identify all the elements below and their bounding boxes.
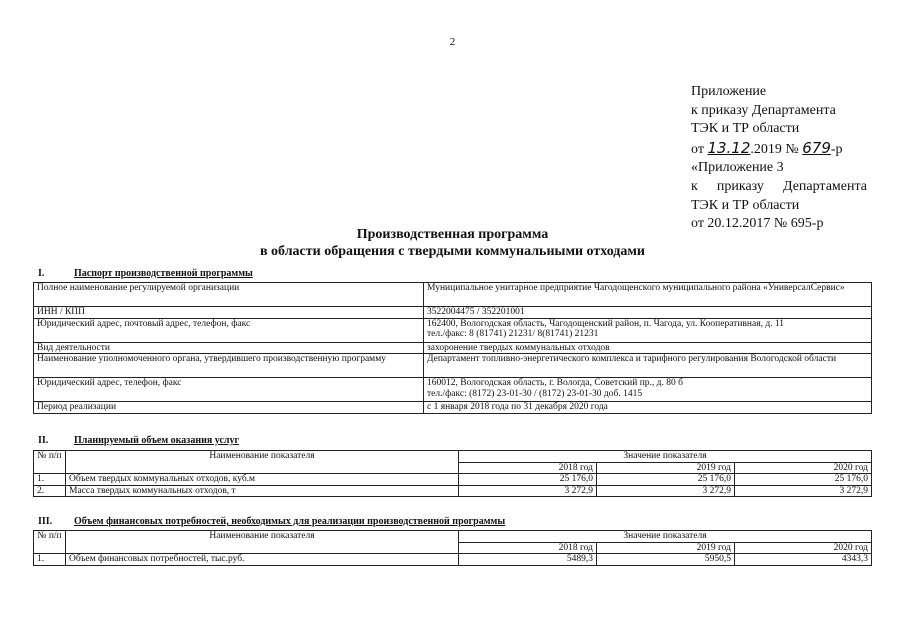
column-header-value: Значение показателя	[459, 531, 872, 543]
table-cell-label: Период реализации	[34, 402, 424, 414]
table-row	[34, 554, 872, 566]
title-line-1: Производственная программа	[356, 227, 549, 242]
table-header-row	[34, 531, 872, 543]
column-header-year: 2020 год	[735, 462, 872, 474]
order-suffix: -р	[830, 141, 843, 157]
appendix-line-6-word: Департамента	[782, 178, 867, 194]
appendix-line-4	[691, 139, 867, 160]
indicator-value: 3 272,9	[597, 485, 735, 497]
column-header-number: № п/п	[34, 531, 66, 554]
row-number: 2.	[34, 485, 66, 497]
indicator-name: Объем твердых коммунальных отходов, куб.м	[66, 474, 459, 486]
column-header-name: Наименование показателя	[66, 451, 459, 474]
table-header-row	[34, 451, 872, 463]
section-1-number: I.	[38, 268, 45, 279]
table-cell-value: с 1 января 2018 года по 31 декабря 2020 года	[424, 402, 872, 414]
column-header-number: № п/п	[34, 451, 66, 474]
row-number: 1.	[34, 554, 66, 566]
indicator-value: 3 272,9	[459, 485, 597, 497]
indicator-value: 4343,3	[735, 554, 872, 566]
row-number: 1.	[34, 474, 66, 486]
appendix-line-6-word: к	[691, 178, 698, 194]
indicator-value: 25 176,0	[459, 474, 597, 486]
services-volume-table	[33, 450, 872, 497]
table-row	[34, 318, 872, 342]
legal-address-line: 160012, Вологодская область, г. Вологда, Советский пр., д. 80 б	[427, 378, 683, 388]
indicator-value: 3 272,9	[735, 485, 872, 497]
financial-needs-table	[33, 530, 872, 566]
table-cell-value: Муниципальное унитарное предприятие Чагодощенского муниципального района «УниверсалСервис»	[424, 283, 872, 307]
phone-fax-line: тел./факс: (8172) 23-01-30 / (8172) 23-01-30 доб. 1415	[427, 388, 643, 399]
table-row	[34, 342, 872, 354]
handwritten-number: 679	[802, 138, 831, 157]
handwritten-date: 13.12	[707, 138, 751, 157]
table-cell-label: Юридический адрес, телефон, факс	[34, 378, 424, 402]
order-date-prefix: от	[691, 141, 708, 157]
appendix-line-7: ТЭК и ТР области	[691, 197, 800, 213]
table-cell-label: Вид деятельности	[34, 342, 424, 354]
column-header-value: Значение показателя	[459, 451, 872, 463]
table-cell-label: Наименование уполномоченного органа, утвердившего производственную программу	[34, 354, 424, 378]
table-cell-label: Юридический адрес, почтовый адрес, телефон, факс	[34, 318, 424, 342]
appendix-line-5: «Приложение 3	[691, 160, 784, 176]
appendix-line-8: от 20.12.2017 № 695-р	[691, 216, 824, 232]
table-row	[34, 402, 872, 414]
table-cell-value: 3522004475 / 352201001	[424, 307, 872, 319]
section-3-number: III.	[38, 516, 53, 527]
passport-table	[33, 282, 872, 414]
table-row	[34, 307, 872, 319]
table-cell-value	[424, 318, 872, 342]
phone-fax-line: тел./факс: 8 (81741) 21231/ 8(81741) 21231	[427, 329, 599, 339]
column-header-year: 2020 год	[735, 542, 872, 554]
table-row	[34, 485, 872, 497]
indicator-name: Масса твердых коммунальных отходов, т	[66, 485, 459, 497]
section-3-heading	[38, 516, 505, 527]
table-cell-label: ИНН / КПП	[34, 307, 424, 319]
table-row	[34, 354, 872, 378]
indicator-value: 5489,3	[459, 554, 597, 566]
title-line-2: в области обращения с твердыми коммунальными отходами	[259, 244, 645, 259]
appendix-line-6-word: приказу	[716, 178, 764, 194]
indicator-value: 25 176,0	[597, 474, 735, 486]
section-2-number: II.	[38, 435, 49, 446]
column-header-year: 2018 год	[459, 542, 597, 554]
section-2-title: Планируемый объем оказания услуг	[74, 435, 240, 446]
column-header-year: 2019 год	[597, 462, 735, 474]
table-cell-value: Департамент топливно-энергетического комплекса и тарифного регулирования Вологодской области	[424, 354, 872, 378]
order-year: .2019 №	[750, 141, 803, 157]
table-cell-value	[424, 378, 872, 402]
indicator-value: 25 176,0	[735, 474, 872, 486]
table-cell-label: Полное наименование регулируемой организации	[34, 283, 424, 307]
appendix-line-6	[691, 178, 867, 197]
legal-address-line: 162400, Вологодская область, Чагодощенский район, п. Чагода, ул. Кооперативная, д. 11	[427, 318, 785, 329]
column-header-year: 2019 год	[597, 542, 735, 554]
section-2-heading	[38, 435, 239, 446]
table-cell-value: захоронение твердых коммунальных отходов	[424, 342, 872, 354]
section-3-title: Объем финансовых потребностей, необходимых для реализации производственной программы	[74, 516, 506, 527]
document-title	[0, 226, 905, 260]
appendix-line-3: ТЭК и ТР области	[691, 121, 800, 137]
column-header-year: 2018 год	[459, 462, 597, 474]
table-row	[34, 283, 872, 307]
section-1-heading	[38, 268, 253, 279]
appendix-header	[691, 83, 867, 234]
table-row	[34, 378, 872, 402]
column-header-name: Наименование показателя	[66, 531, 459, 554]
indicator-name: Объем финансовых потребностей, тыс.руб.	[66, 554, 459, 566]
appendix-line-1: Приложение	[691, 84, 767, 99]
section-1-title: Паспорт производственной программы	[74, 268, 253, 279]
appendix-line-2: к приказу Департамента	[691, 102, 836, 118]
table-row	[34, 474, 872, 486]
page-number: 2	[449, 36, 456, 48]
indicator-value: 5950,5	[597, 554, 735, 566]
